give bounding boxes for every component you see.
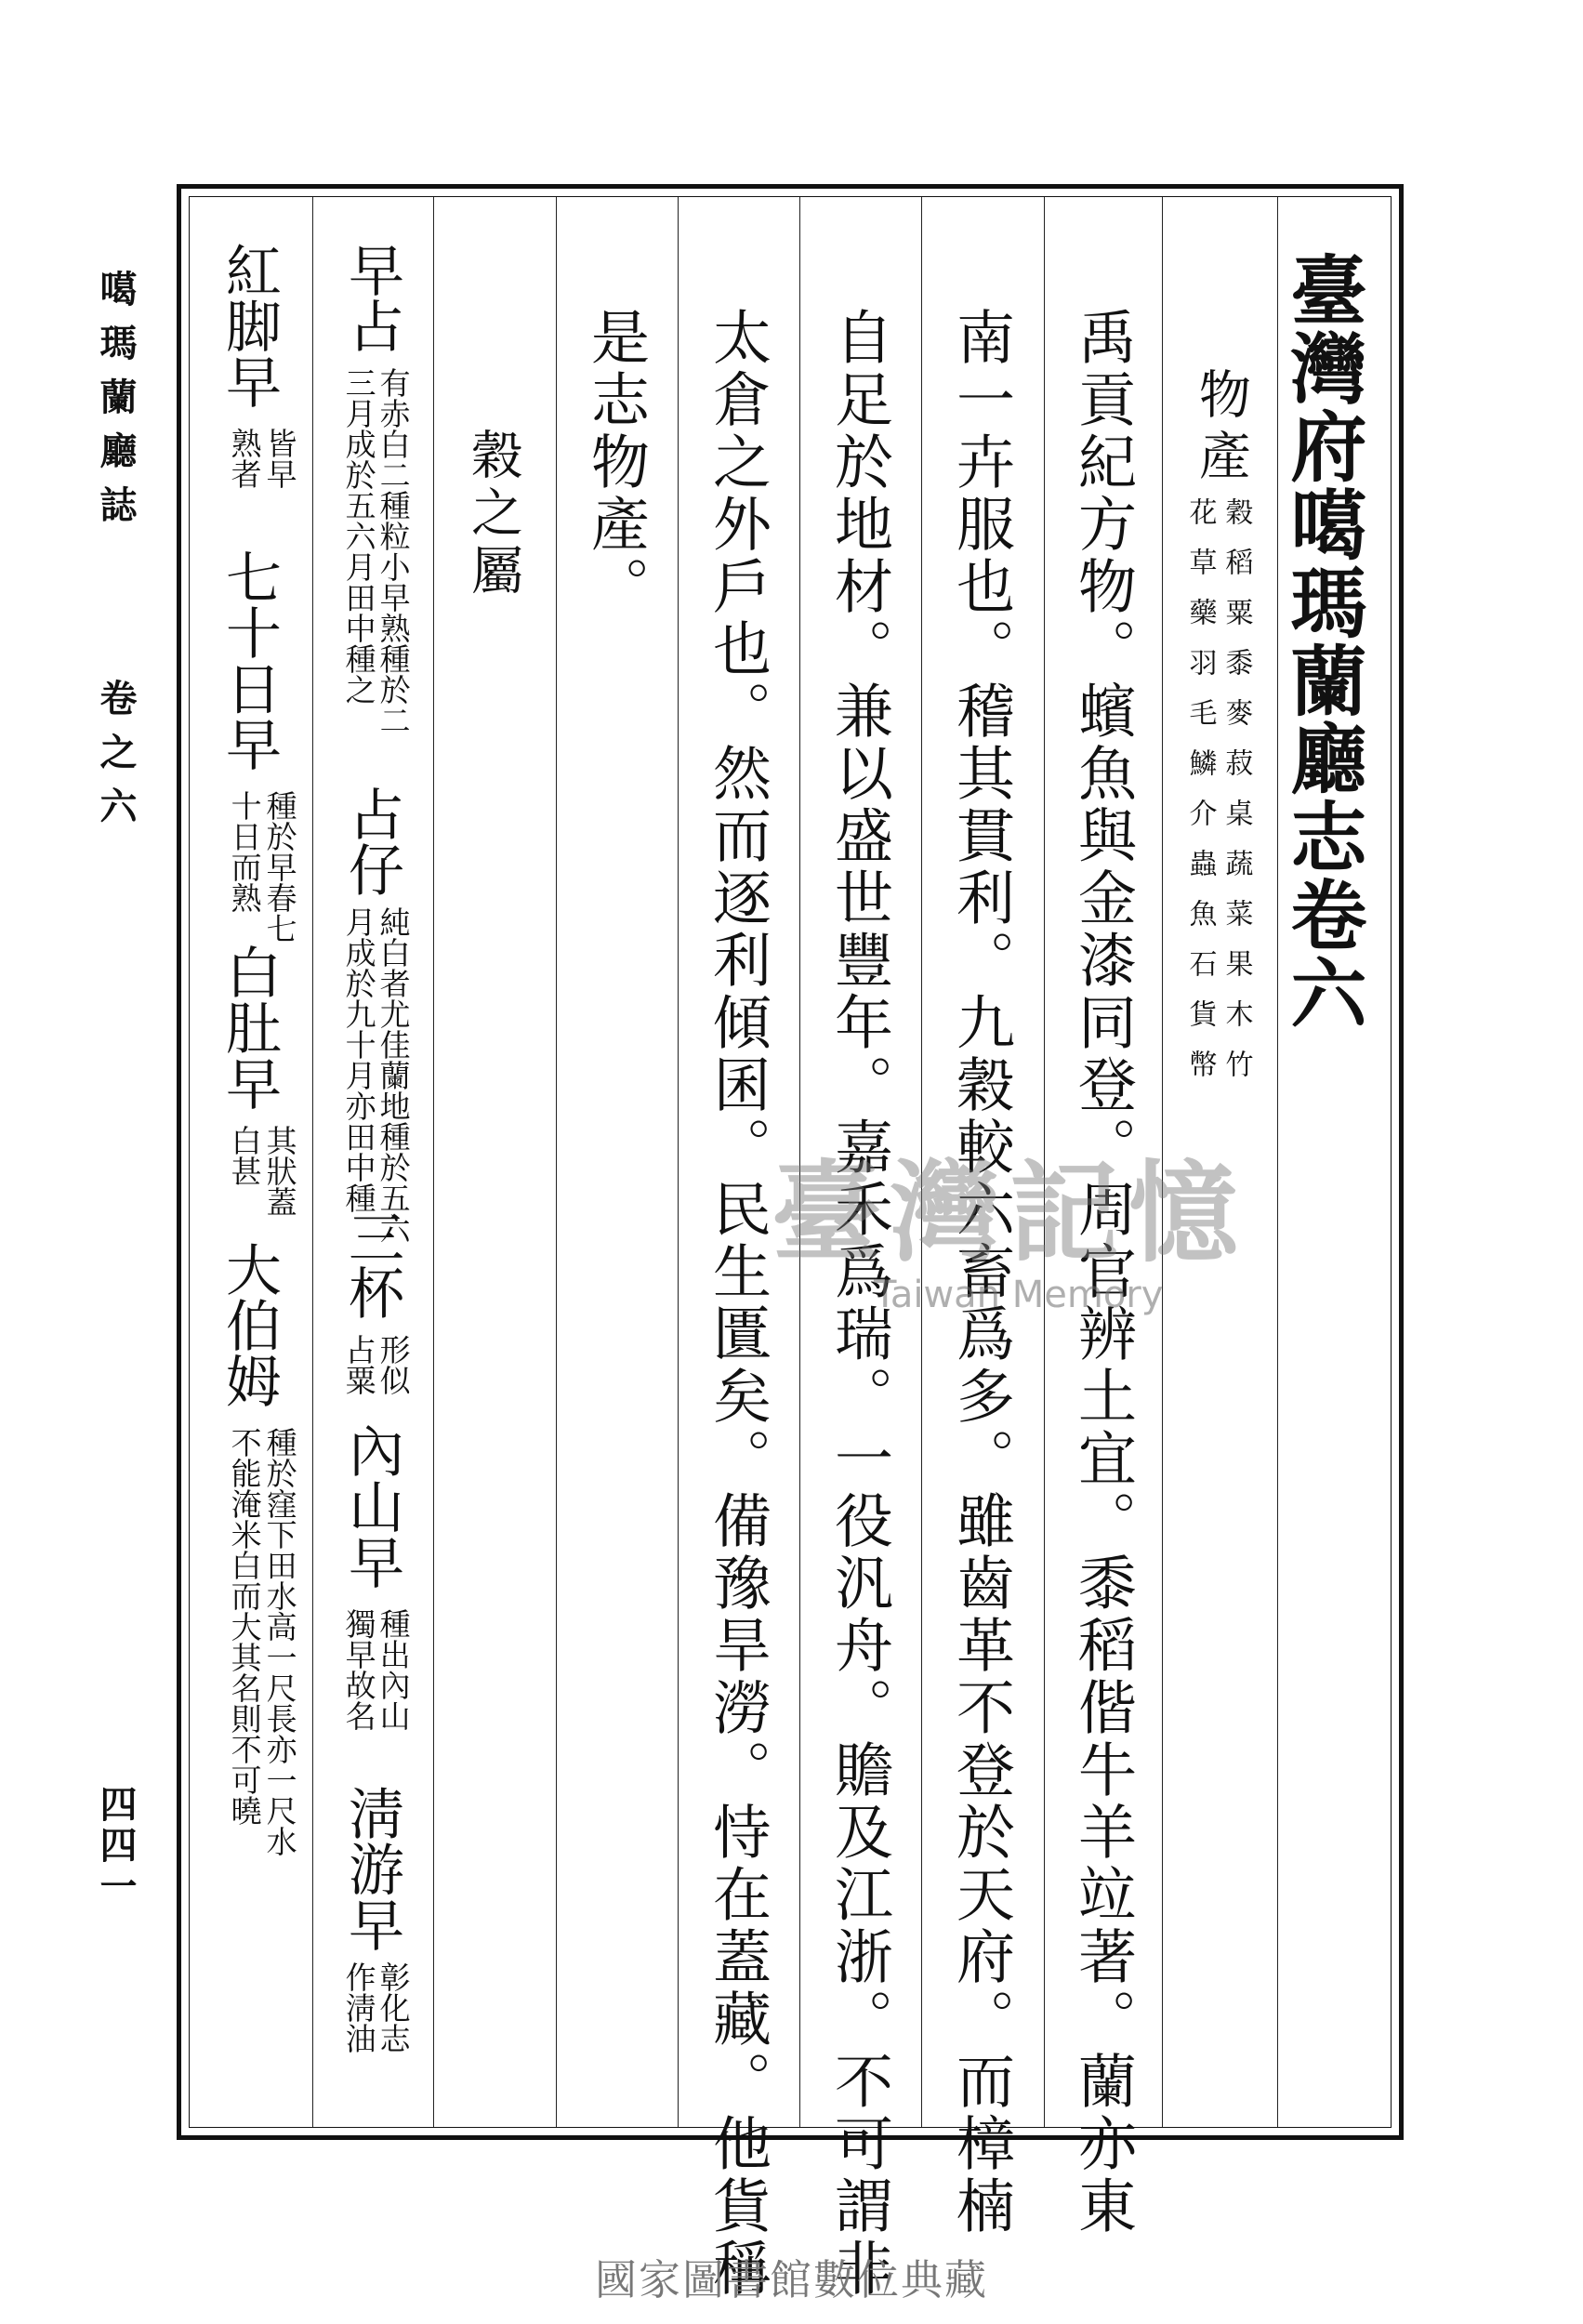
footer-credit: 國家圖書館數位典藏 — [594, 2255, 988, 2304]
entry-note: 三月成於五六月田中種之 — [340, 367, 377, 705]
column-rule — [312, 197, 313, 2127]
section-notes-bottom: 花草藥羽毛鱗介蟲魚石貨幣 — [1183, 497, 1217, 1100]
page-title: 臺灣府噶瑪蘭廳志卷六 — [1278, 251, 1367, 1032]
entry-note: 種於早春七 — [261, 790, 298, 944]
entry-name: 淸游早 — [339, 1785, 404, 1952]
watermark-logo: 臺灣記憶 — [772, 1148, 1248, 1277]
entry-note: 彰化志 — [375, 1961, 412, 2053]
entry-note: 形似 — [375, 1334, 412, 1395]
entry-note: 其狀蓋 — [261, 1125, 298, 1217]
margin-page-number: 四四一 — [94, 1785, 138, 1908]
entry-note: 獨早故名 — [340, 1608, 377, 1731]
entry-note: 有赤白二種粒小早熟種於二 — [375, 367, 412, 735]
entry-note: 不能淹米白而大其名則不可曉 — [226, 1427, 263, 1826]
entry-name: 白肚早 — [217, 944, 282, 1111]
body-column: 是志物產。 — [582, 307, 650, 618]
margin-book-name: 噶瑪蘭廳誌 — [94, 270, 138, 539]
entry-name: 占仔 — [339, 786, 404, 897]
entry-name: 大伯姆 — [217, 1241, 282, 1408]
entry-note: 皆早 — [261, 428, 298, 489]
entry-note: 純白者尤佳蘭地種於五六 — [375, 906, 412, 1244]
entry-note: 熟者 — [226, 428, 263, 489]
entry-note: 作淸油 — [340, 1961, 377, 2053]
column-rule — [678, 197, 679, 2127]
entry-name: 內山早 — [339, 1422, 404, 1590]
entry-note: 十日而熟 — [226, 790, 263, 913]
margin-volume: 卷之六 — [94, 679, 138, 840]
body-column: 太倉之外戶也。然而逐利傾囷。民生匱矣。備豫旱澇。恃在蓋藏。他貨稱 — [704, 307, 772, 2300]
entry-name: 七十日早 — [217, 548, 282, 772]
section-notes-top: 穀稻粟黍麥菽桌蔬菜果木竹 — [1220, 497, 1253, 1100]
category-heading: 穀之屬 — [463, 428, 523, 601]
body-column: 自足於地材。兼以盛世豐年。嘉禾爲瑞。一役汎舟。贍及江浙。不可謂非 — [825, 307, 893, 2300]
entry-note: 占粟 — [340, 1334, 377, 1395]
entry-note: 種於窪下田水高一尺長亦一尺水 — [261, 1427, 298, 1856]
entry-name: 三杯 — [339, 1208, 404, 1320]
watermark-caption: Taiwan Memory — [874, 1274, 1164, 1316]
entry-note: 種出內山 — [375, 1608, 412, 1731]
body-column: 南一卉服也。稽其貫利。九穀較六畜爲多。雖齒革不登於天府。而樟楠 — [947, 307, 1015, 2238]
section-heading: 物產 — [1191, 367, 1251, 490]
entry-name: 紅脚早 — [217, 242, 282, 409]
entry-note: 白甚 — [226, 1125, 263, 1186]
entry-note: 月成於九十月亦田中種 — [340, 906, 377, 1213]
body-column: 禹貢紀方物。蠙魚與金漆同登。周官辨土宜。黍稻偕牛羊竝著。蘭亦東 — [1069, 307, 1137, 2238]
column-rule — [433, 197, 434, 2127]
entry-name: 早占 — [339, 242, 404, 353]
column-rule — [556, 197, 557, 2127]
